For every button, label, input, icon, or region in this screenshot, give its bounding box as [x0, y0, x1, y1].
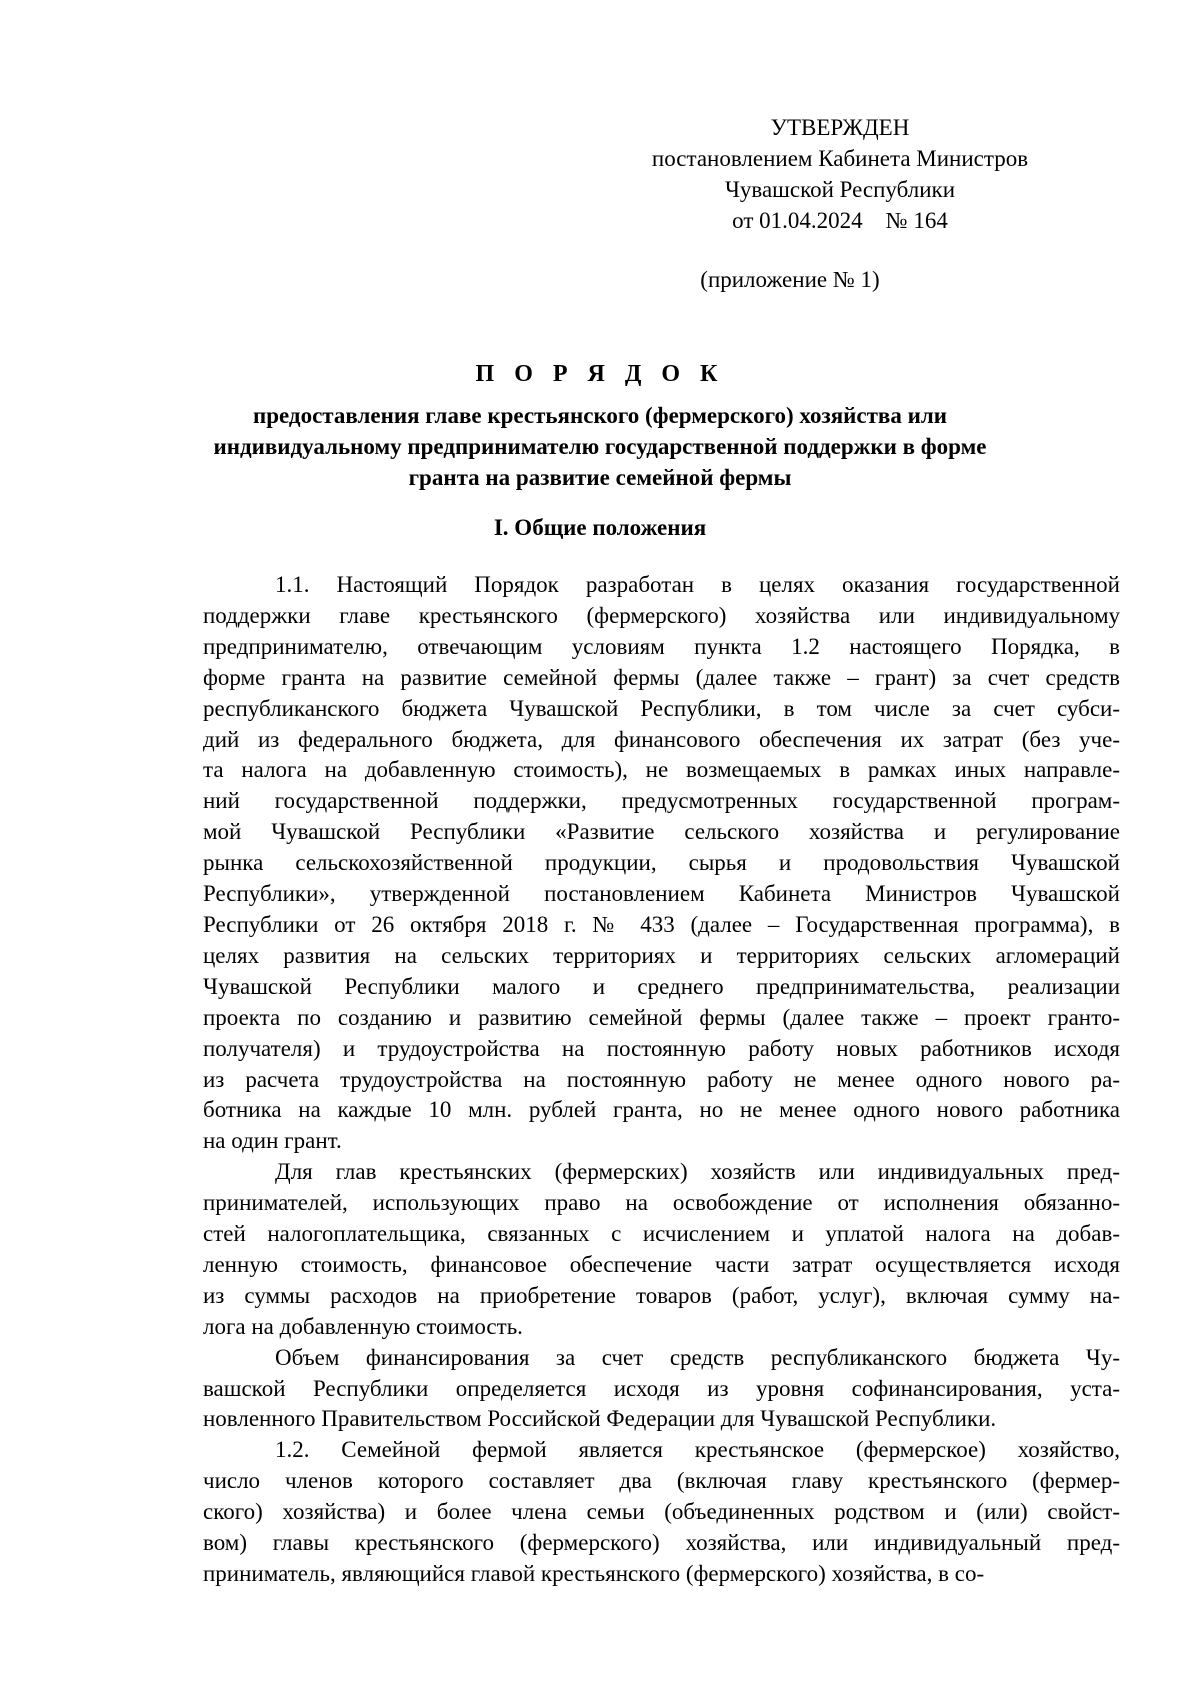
subtitle-line: предоставления главе крестьянского (фермерского) хозяйства или: [252, 403, 947, 428]
text-line: целях развития на сельских территориях и территориях сельских агломераций: [203, 942, 1120, 968]
text-line: поддержки главе крестьянского (фермерского) хозяйства или индивидуальному: [203, 602, 1120, 628]
approval-line: постановлением Кабинета Министров: [651, 146, 1029, 171]
approval-line: УТВЕРЖДЕН: [770, 115, 910, 140]
text-line: новленного Правительством Российской Федерации для Чувашской Республики.: [203, 1406, 997, 1432]
paragraph: [203, 1435, 1120, 1590]
text-line: принимателей, использующих право на освобождение от исполнения обязанно-: [203, 1190, 1120, 1216]
text-line: Чувашской Республики малого и среднего предпринимательства, реализации: [203, 973, 1120, 999]
text-line: та налога на добавленную стоимость), не возмещаемых в рамках иных направле-: [203, 757, 1120, 783]
text-line: получателя) и трудоустройства на постоянную работу новых работников исходя: [203, 1035, 1120, 1061]
text-line: 1.1. Настоящий Порядок разработан в целях оказания государственной: [275, 572, 1120, 597]
text-line: вашской Республики определяется исходя из уровня софинансирования, уста-: [203, 1375, 1120, 1401]
document-title: П О Р Я Д О К: [475, 361, 725, 387]
text-line: дий из федерального бюджета, для финансового обеспечения их затрат (без уче-: [203, 726, 1120, 752]
text-line: Республики от 26 октября 2018 г. № 433 (далее – Государственная программа), в: [203, 911, 1120, 937]
paragraph: [203, 570, 1120, 1157]
text-line: из суммы расходов на приобретение товаров (работ, услуг), включая сумму на-: [203, 1282, 1120, 1308]
text-line: 1.2. Семейной фермой является крестьянское (фермерское) хозяйство,: [275, 1437, 1120, 1463]
text-line: форме гранта на развитие семейной фермы (далее также – грант) за счет средств: [203, 664, 1120, 690]
text-line: число членов которого составляет два (включая главу крестьянского (фермер-: [203, 1468, 1120, 1494]
document-subtitle: [190, 400, 1010, 493]
approval-stamp-block: [560, 112, 1120, 236]
text-line: Для глав крестьянских (фермерских) хозяйств или индивидуальных пред-: [275, 1159, 1120, 1185]
text-line: республиканского бюджета Чувашской Республики, в том числе за счет субси-: [203, 695, 1120, 721]
text-line: приниматель, являющийся главой крестьянского (фермерского) хозяйства, в со-: [203, 1561, 985, 1586]
section-heading: I. Общие положения: [493, 515, 707, 540]
text-line: на один грант.: [203, 1128, 342, 1154]
subtitle-line: индивидуальному предпринимателю государственной поддержки в форме: [213, 434, 987, 459]
text-line: лога на добавленную стоимость.: [203, 1313, 523, 1339]
text-line: из расчета трудоустройства на постоянную работу не менее одного нового ра-: [203, 1066, 1120, 1092]
approval-line: Чувашской Республики: [724, 177, 956, 202]
text-line: ботника на каждые 10 млн. рублей гранта, но не менее одного нового работника: [203, 1097, 1120, 1123]
text-line: проекта по созданию и развитию семейной фермы (далее также – проект гранто-: [203, 1004, 1120, 1030]
text-line: ского) хозяйства) и более члена семьи (объединенных родством и (или) свойст-: [203, 1499, 1120, 1525]
text-line: рынка сельскохозяйственной продукции, сырья и продовольствия Чувашской: [203, 850, 1120, 876]
paragraph: [203, 1157, 1120, 1342]
text-line: ленную стоимость, финансовое обеспечение части затрат осуществляется исходя: [203, 1251, 1120, 1277]
appendix-label: (приложение № 1): [700, 267, 880, 292]
text-line: ний государственной поддержки, предусмотренных государственной програм-: [203, 788, 1120, 814]
text-line: мой Чувашской Республики «Развитие сельского хозяйства и регулирование: [203, 819, 1120, 845]
text-line: стей налогоплательщика, связанных с исчислением и уплатой налога на добав-: [203, 1221, 1120, 1247]
text-line: Республики», утвержденной постановлением Кабинета Министров Чувашской: [203, 881, 1120, 907]
text-line: Объем финансирования за счет средств республиканского бюджета Чу-: [275, 1344, 1120, 1370]
document-body: [203, 570, 1120, 1590]
text-line: вом) главы крестьянского (фермерского) хозяйства, или индивидуальный пред-: [203, 1530, 1120, 1556]
document-title-block: [190, 358, 1010, 493]
subtitle-line: гранта на развитие семейной фермы: [408, 465, 792, 490]
approval-date-number: от 01.04.2024 № 164: [732, 208, 948, 233]
text-line: предпринимателю, отвечающим условиям пункта 1.2 настоящего Порядка, в: [203, 633, 1120, 659]
paragraph: [203, 1343, 1120, 1436]
